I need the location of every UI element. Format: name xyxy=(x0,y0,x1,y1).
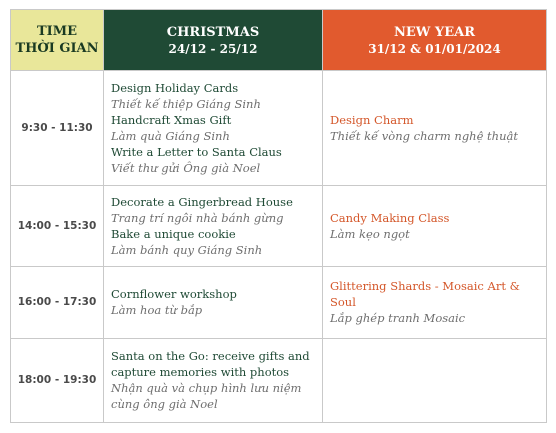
activity-item xyxy=(111,348,316,412)
time-slot: 9:30 - 11:30 xyxy=(11,71,104,186)
activity-translation: Thiết kế vòng charm nghệ thuật xyxy=(330,129,518,144)
newyear-activities-empty xyxy=(323,338,547,422)
activity-translation: Làm hoa từ bắp xyxy=(111,303,203,318)
activity-item xyxy=(330,112,540,144)
activity-name: Glittering Shards - Mosaic Art & Soul xyxy=(330,279,520,310)
time-column-header xyxy=(11,10,104,71)
newyear-activities xyxy=(323,267,547,338)
activity-item xyxy=(111,80,316,112)
activity-translation: Nhận quà và chụp hình lưu niệm cùng ông già Noel xyxy=(111,381,302,412)
activity-translation: Trang trí ngôi nhà bánh gừng xyxy=(111,211,284,226)
activity-item xyxy=(111,286,316,318)
activity-translation: Làm bánh quy Giáng Sinh xyxy=(111,243,263,258)
activity-translation: Lắp ghép tranh Mosaic xyxy=(330,311,466,326)
schedule-row xyxy=(11,267,547,338)
newyear-activities xyxy=(323,71,547,186)
activity-name: Decorate a Gingerbread House xyxy=(111,195,293,210)
time-slot: 16:00 - 17:30 xyxy=(11,267,104,338)
christmas-activities xyxy=(104,267,323,338)
christmas-dates: 24/12 - 25/12 xyxy=(168,41,258,56)
schedule-table xyxy=(10,9,547,423)
activity-item xyxy=(111,226,316,258)
time-slot: 18:00 - 19:30 xyxy=(11,338,104,422)
activity-name: Write a Letter to Santa Claus xyxy=(111,145,282,160)
schedule-row xyxy=(11,71,547,186)
newyear-column-header xyxy=(323,10,547,71)
time-slot: 14:00 - 15:30 xyxy=(11,185,104,266)
activity-translation: Viết thư gửi Ông già Noel xyxy=(111,161,261,176)
schedule-row xyxy=(11,338,547,422)
christmas-activities xyxy=(104,71,323,186)
activity-item xyxy=(330,210,540,242)
activity-item xyxy=(111,144,316,176)
activity-translation: Thiết kế thiệp Giáng Sinh xyxy=(111,97,261,112)
newyear-dates: 31/12 & 01/01/2024 xyxy=(368,41,501,56)
christmas-title: CHRISTMAS xyxy=(166,24,260,40)
header-row xyxy=(11,10,547,71)
time-header-en: TIME xyxy=(36,24,78,40)
activity-name: Cornflower workshop xyxy=(111,287,237,302)
christmas-activities xyxy=(104,185,323,266)
activity-name: Candy Making Class xyxy=(330,211,450,226)
activity-name: Design Charm xyxy=(330,113,414,128)
time-header-vi: THỜI GIAN xyxy=(15,41,99,57)
newyear-activities xyxy=(323,185,547,266)
activity-item xyxy=(111,194,316,226)
schedule-row xyxy=(11,185,547,266)
activity-item xyxy=(330,278,540,326)
activity-translation: Làm kẹo ngọt xyxy=(330,227,410,242)
activity-translation: Làm quà Giáng Sinh xyxy=(111,129,230,144)
activity-item xyxy=(111,112,316,144)
activity-name: Santa on the Go: receive gifts and capture memories with photos xyxy=(111,349,310,380)
activity-name: Bake a unique cookie xyxy=(111,227,236,242)
activity-name: Handcraft Xmas Gift xyxy=(111,113,232,128)
activity-name: Design Holiday Cards xyxy=(111,81,239,96)
newyear-title: NEW YEAR xyxy=(394,24,475,40)
christmas-activities xyxy=(104,338,323,422)
christmas-column-header xyxy=(104,10,323,71)
